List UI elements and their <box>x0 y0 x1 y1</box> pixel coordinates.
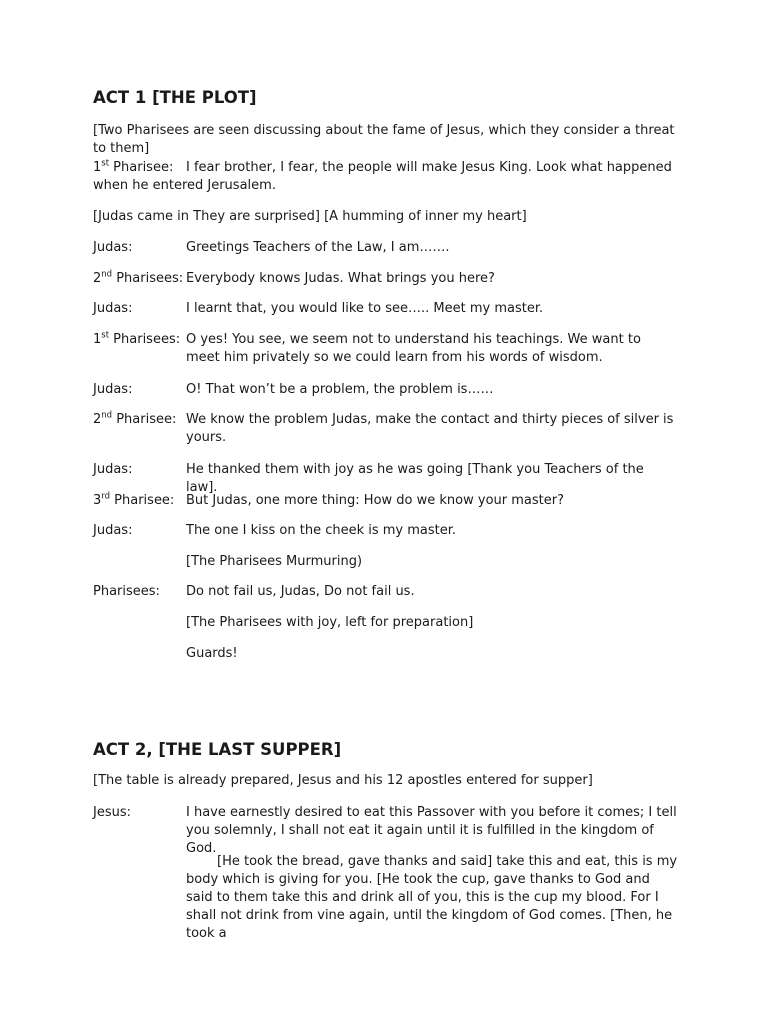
dialogue-line <box>93 645 678 663</box>
act2-heading: ACT 2, [THE LAST SUPPER] <box>93 740 342 759</box>
speaker-label: 1st Pharisees: <box>93 330 181 347</box>
act1-stage-direction-judas-enters: [Judas came in They are surprised] [A humming of inner my heart] <box>93 209 527 224</box>
dialogue-text: He thanked them with joy as he was going [Thank you Teachers of the law]. <box>186 462 644 495</box>
speaker-label <box>93 614 186 632</box>
dialogue-line <box>93 492 678 510</box>
act1-intro-stage-direction: [Two Pharisees are seen discussing about the fame of Jesus, which they consider a threat to them] <box>93 123 675 156</box>
speaker-label: Jesus: <box>93 805 131 820</box>
dialogue-text: I learnt that, you would like to see….. Meet my master. <box>186 301 544 316</box>
dialogue-line <box>93 331 678 367</box>
dialogue-line <box>93 300 678 318</box>
dialogue-text: We know the problem Judas, make the contact and thirty pieces of silver is yours. <box>186 412 674 445</box>
dialogue-text: [The Pharisees Murmuring) <box>186 554 363 569</box>
act1-heading: ACT 1 [THE PLOT] <box>93 88 257 107</box>
dialogue-text: But Judas, one more thing: How do we know your master? <box>186 493 564 508</box>
speaker-label <box>93 645 186 663</box>
dialogue-line <box>93 381 678 399</box>
dialogue-text: I have earnestly desired to eat this Passover with you before it comes; I tell you solemnly, I shall not eat it again until it is fulfilled in the kingdom of God. <box>186 805 677 856</box>
speaker-label: Judas: <box>93 240 133 255</box>
speaker-label <box>93 553 186 571</box>
dialogue-line <box>93 553 678 571</box>
speaker-label: 2nd Pharisee: <box>93 410 177 427</box>
dialogue-line <box>93 270 678 288</box>
dialogue-text: [The Pharisees with joy, left for preparation] <box>186 615 474 630</box>
jesus-speech-continuation: [He took the bread, gave thanks and said] take this and eat, this is my body which is giving for you. [He took the cup, gave thanks to God and said to them take this and drink all of you, this is the cup my blood. For I shall not drink from vine again, until the kingdom of God comes. [Then, he took a <box>186 854 678 941</box>
dialogue-text: Guards! <box>186 646 238 661</box>
dialogue-line <box>93 411 678 447</box>
dialogue-text-first-pharisee: I fear brother, I fear, the people will make Jesus King. Look what happened when he entered Jerusalem. <box>93 160 672 193</box>
act2-intro-stage-direction: [The table is already prepared, Jesus and his 12 apostles entered for supper] <box>93 773 593 788</box>
dialogue-text: O! That won’t be a problem, the problem is…… <box>186 382 494 397</box>
speaker-label: Pharisees: <box>93 584 160 599</box>
dialogue-text: Do not fail us, Judas, Do not fail us. <box>186 584 415 599</box>
dialogue-line-jesus <box>93 804 678 858</box>
dialogue-line <box>93 239 678 257</box>
speaker-label: 2nd Pharisees: <box>93 269 184 286</box>
speaker-label: Judas: <box>93 382 133 397</box>
speaker-label: 3rd Pharisee: <box>93 491 175 508</box>
speaker-label: Judas: <box>93 301 133 316</box>
dialogue-line <box>93 614 678 632</box>
dialogue-text: Everybody knows Judas. What brings you here? <box>186 271 495 286</box>
dialogue-text: O yes! You see, we seem not to understand his teachings. We want to meet him privately so we could learn from his words of wisdom. <box>186 332 641 365</box>
speaker-label: Judas: <box>93 462 133 477</box>
speaker-label: 1st Pharisee: <box>93 158 174 175</box>
speaker-label: Judas: <box>93 523 133 538</box>
dialogue-text: Greetings Teachers of the Law, I am……. <box>186 240 450 255</box>
dialogue-line <box>93 522 678 540</box>
dialogue-line <box>93 583 678 601</box>
dialogue-text: The one I kiss on the cheek is my master. <box>186 523 457 538</box>
